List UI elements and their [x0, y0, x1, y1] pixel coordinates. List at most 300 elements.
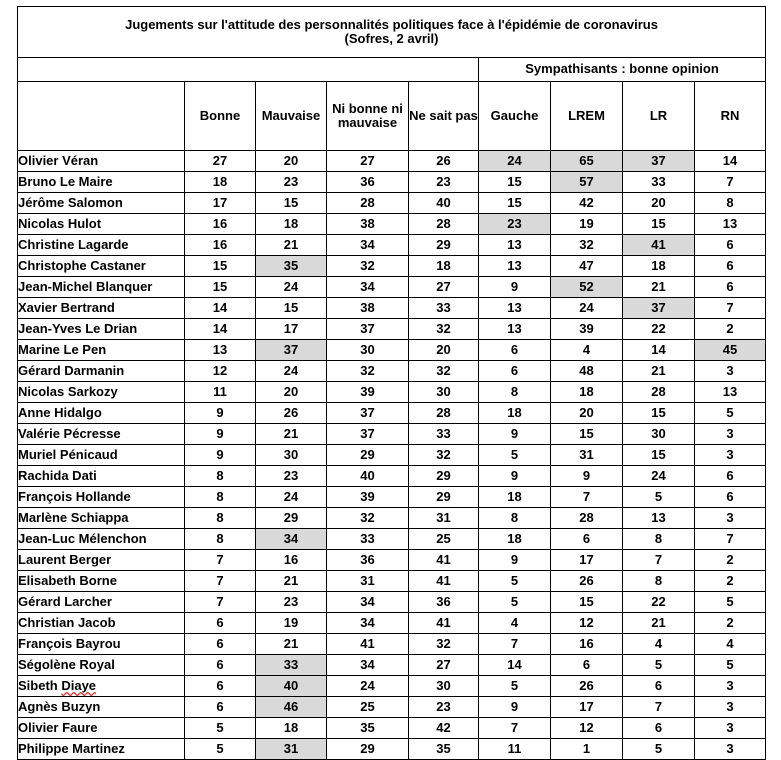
table-cell: 6 [185, 634, 256, 655]
table-cell: 5 [695, 592, 766, 613]
table-row [18, 697, 766, 718]
row-name-cell: Ségolène Royal [18, 655, 185, 676]
table-cell: 36 [327, 172, 409, 193]
table-cell: 7 [479, 634, 551, 655]
table-cell: 24 [256, 487, 327, 508]
column-header-lr: LR [623, 82, 695, 151]
table-cell: 21 [256, 634, 327, 655]
column-header-row [18, 82, 766, 151]
row-name-cell: Jérôme Salomon [18, 193, 185, 214]
table-cell: 38 [327, 298, 409, 319]
table-cell: 37 [327, 403, 409, 424]
table-cell: 24 [623, 466, 695, 487]
table-cell: 29 [409, 487, 479, 508]
table-cell: 33 [256, 655, 327, 676]
table-cell: 34 [256, 529, 327, 550]
table-cell: 29 [256, 508, 327, 529]
table-row [18, 592, 766, 613]
table-row [18, 403, 766, 424]
table-title [18, 7, 766, 58]
table-cell: 28 [409, 214, 479, 235]
table-cell: 3 [695, 445, 766, 466]
table-cell: 6 [695, 466, 766, 487]
table-cell: 20 [409, 340, 479, 361]
table-cell: 33 [623, 172, 695, 193]
table-cell: 29 [327, 739, 409, 760]
table-cell: 48 [551, 361, 623, 382]
table-cell: 41 [623, 235, 695, 256]
table-row [18, 235, 766, 256]
table-cell: 6 [185, 613, 256, 634]
table-row [18, 529, 766, 550]
table-cell: 38 [327, 214, 409, 235]
table-cell: 30 [623, 424, 695, 445]
table-cell: 34 [327, 592, 409, 613]
table-cell: 24 [479, 151, 551, 172]
table-cell: 20 [551, 403, 623, 424]
table-cell: 15 [623, 403, 695, 424]
table-cell: 24 [256, 361, 327, 382]
table-row [18, 214, 766, 235]
row-name-cell: Christophe Castaner [18, 256, 185, 277]
table-cell: 35 [256, 256, 327, 277]
table-cell: 21 [623, 613, 695, 634]
table-cell: 18 [185, 172, 256, 193]
table-cell: 20 [256, 382, 327, 403]
row-name-cell: Nicolas Hulot [18, 214, 185, 235]
table-cell: 41 [409, 550, 479, 571]
table-cell: 9 [185, 445, 256, 466]
table-cell: 40 [327, 466, 409, 487]
table-cell: 3 [695, 718, 766, 739]
table-row [18, 151, 766, 172]
table-cell: 35 [327, 718, 409, 739]
table-cell: 8 [623, 529, 695, 550]
table-cell: 27 [409, 277, 479, 298]
table-cell: 11 [479, 739, 551, 760]
table-cell: 23 [409, 172, 479, 193]
table-cell: 33 [327, 529, 409, 550]
column-header-name [18, 82, 185, 151]
table-cell: 15 [623, 214, 695, 235]
row-name-cell: Olivier Faure [18, 718, 185, 739]
table-row [18, 718, 766, 739]
table-cell: 37 [327, 424, 409, 445]
table-cell: 14 [185, 319, 256, 340]
table-cell: 41 [327, 634, 409, 655]
table-cell: 32 [409, 361, 479, 382]
table-cell: 57 [551, 172, 623, 193]
table-cell: 19 [256, 613, 327, 634]
column-header-bonne: Bonne [185, 82, 256, 151]
table-cell: 8 [185, 487, 256, 508]
table-cell: 13 [695, 214, 766, 235]
table-cell: 7 [551, 487, 623, 508]
table-cell: 21 [256, 571, 327, 592]
table-cell: 17 [185, 193, 256, 214]
table-cell: 25 [327, 697, 409, 718]
table-cell: 32 [409, 445, 479, 466]
row-name-cell: Anne Hidalgo [18, 403, 185, 424]
table-cell: 26 [551, 676, 623, 697]
row-name-cell: Bruno Le Maire [18, 172, 185, 193]
table-cell: 31 [327, 571, 409, 592]
table-cell: 33 [409, 424, 479, 445]
table-cell: 8 [695, 193, 766, 214]
table-cell: 13 [479, 298, 551, 319]
row-name-cell: Olivier Véran [18, 151, 185, 172]
table-cell: 3 [695, 424, 766, 445]
table-cell: 5 [695, 403, 766, 424]
table-cell: 9 [479, 424, 551, 445]
table-cell: 21 [623, 361, 695, 382]
table-row [18, 613, 766, 634]
table-cell: 42 [409, 718, 479, 739]
table-cell: 18 [479, 487, 551, 508]
table-row [18, 340, 766, 361]
row-name-cell: Elisabeth Borne [18, 571, 185, 592]
table-cell: 17 [551, 550, 623, 571]
table-row [18, 508, 766, 529]
table-cell: 15 [479, 193, 551, 214]
table-cell: 7 [695, 298, 766, 319]
table-cell: 30 [409, 676, 479, 697]
table-title-line2: (Sofres, 2 avril) [344, 31, 439, 46]
table-cell: 41 [409, 613, 479, 634]
table-cell: 32 [327, 508, 409, 529]
table-cell: 6 [695, 487, 766, 508]
row-name-cell: Gérard Darmanin [18, 361, 185, 382]
table-cell: 19 [551, 214, 623, 235]
table-cell: 15 [185, 277, 256, 298]
table-cell: 5 [185, 739, 256, 760]
table-cell: 14 [479, 655, 551, 676]
table-cell: 30 [409, 382, 479, 403]
table-cell: 5 [185, 718, 256, 739]
table-cell: 18 [409, 256, 479, 277]
table-cell: 9 [479, 550, 551, 571]
table-row [18, 319, 766, 340]
table-cell: 23 [256, 592, 327, 613]
title-row [18, 7, 766, 58]
table-cell: 8 [185, 508, 256, 529]
table-cell: 9 [551, 466, 623, 487]
table-cell: 5 [479, 445, 551, 466]
table-header [18, 7, 766, 151]
row-name-cell: Agnès Buzyn [18, 697, 185, 718]
table-cell: 22 [623, 592, 695, 613]
table-cell: 7 [623, 697, 695, 718]
table-cell: 30 [327, 340, 409, 361]
table-cell: 39 [551, 319, 623, 340]
column-header-ni-bonne-ni-mauvaise: Ni bonne ni mauvaise [327, 82, 409, 151]
table-cell: 16 [256, 550, 327, 571]
table-cell: 11 [185, 382, 256, 403]
poll-table [17, 6, 766, 760]
table-cell: 26 [256, 403, 327, 424]
table-cell: 40 [256, 676, 327, 697]
table-cell: 4 [479, 613, 551, 634]
table-row [18, 487, 766, 508]
table-cell: 5 [623, 655, 695, 676]
table-cell: 27 [327, 151, 409, 172]
table-row [18, 298, 766, 319]
table-cell: 7 [695, 529, 766, 550]
table-cell: 6 [623, 676, 695, 697]
table-cell: 34 [327, 613, 409, 634]
table-cell: 65 [551, 151, 623, 172]
table-row [18, 739, 766, 760]
table-cell: 13 [479, 319, 551, 340]
table-row [18, 172, 766, 193]
table-cell: 7 [185, 571, 256, 592]
table-row [18, 424, 766, 445]
table-cell: 24 [551, 298, 623, 319]
table-row [18, 655, 766, 676]
table-cell: 18 [256, 214, 327, 235]
row-name-cell: Philippe Martinez [18, 739, 185, 760]
table-cell: 1 [551, 739, 623, 760]
column-header-rn: RN [695, 82, 766, 151]
table-row [18, 466, 766, 487]
table-cell: 2 [695, 550, 766, 571]
table-cell: 40 [409, 193, 479, 214]
table-cell: 23 [479, 214, 551, 235]
table-cell: 8 [623, 571, 695, 592]
table-cell: 14 [695, 151, 766, 172]
table-cell: 15 [185, 256, 256, 277]
row-name-cell: Nicolas Sarkozy [18, 382, 185, 403]
table-cell: 9 [185, 403, 256, 424]
table-cell: 13 [479, 256, 551, 277]
table-cell: 37 [623, 298, 695, 319]
table-cell: 15 [551, 424, 623, 445]
table-cell: 27 [185, 151, 256, 172]
table-cell: 3 [695, 508, 766, 529]
table-cell: 21 [256, 424, 327, 445]
table-cell: 45 [695, 340, 766, 361]
table-cell: 6 [551, 529, 623, 550]
table-cell: 28 [551, 508, 623, 529]
table-cell: 37 [256, 340, 327, 361]
table-cell: 16 [185, 214, 256, 235]
table-cell: 7 [479, 718, 551, 739]
table-row [18, 676, 766, 697]
table-cell: 7 [185, 550, 256, 571]
table-cell: 8 [185, 466, 256, 487]
table-cell: 21 [256, 235, 327, 256]
table-cell: 52 [551, 277, 623, 298]
table-cell: 3 [695, 697, 766, 718]
table-cell: 37 [327, 319, 409, 340]
table-cell: 25 [409, 529, 479, 550]
table-cell: 18 [256, 718, 327, 739]
row-name-cell: Christine Lagarde [18, 235, 185, 256]
table-row [18, 634, 766, 655]
table-cell: 6 [479, 340, 551, 361]
table-cell: 8 [479, 382, 551, 403]
table-cell: 35 [409, 739, 479, 760]
table-cell: 6 [551, 655, 623, 676]
table-cell: 4 [695, 634, 766, 655]
row-name-cell: Jean-Michel Blanquer [18, 277, 185, 298]
row-name-cell: Muriel Pénicaud [18, 445, 185, 466]
table-cell: 3 [695, 676, 766, 697]
table-cell: 18 [479, 529, 551, 550]
table-cell: 15 [623, 445, 695, 466]
table-row [18, 382, 766, 403]
table-cell: 22 [623, 319, 695, 340]
table-cell: 24 [256, 277, 327, 298]
table-cell: 15 [551, 592, 623, 613]
table-cell: 6 [185, 676, 256, 697]
row-name-cell: Laurent Berger [18, 550, 185, 571]
table-cell: 6 [185, 655, 256, 676]
table-cell: 39 [327, 382, 409, 403]
column-header-mauvaise: Mauvaise [256, 82, 327, 151]
table-row [18, 277, 766, 298]
table-cell: 5 [695, 655, 766, 676]
row-name-cell: Marine Le Pen [18, 340, 185, 361]
table-cell: 36 [327, 550, 409, 571]
row-name-cell: Christian Jacob [18, 613, 185, 634]
table-cell: 5 [479, 676, 551, 697]
table-cell: 26 [409, 151, 479, 172]
row-name-cell: Jean-Luc Mélenchon [18, 529, 185, 550]
table-cell: 41 [409, 571, 479, 592]
table-cell: 36 [409, 592, 479, 613]
table-cell: 9 [185, 424, 256, 445]
table-cell: 7 [185, 592, 256, 613]
column-header-gauche: Gauche [479, 82, 551, 151]
table-cell: 5 [479, 592, 551, 613]
table-cell: 29 [409, 466, 479, 487]
table-cell: 3 [695, 739, 766, 760]
table-cell: 7 [623, 550, 695, 571]
table-cell: 20 [256, 151, 327, 172]
table-cell: 32 [327, 256, 409, 277]
table-cell: 21 [623, 277, 695, 298]
table-cell: 23 [256, 466, 327, 487]
table-body [18, 151, 766, 760]
table-cell: 13 [479, 235, 551, 256]
table-cell: 23 [409, 697, 479, 718]
table-cell: 47 [551, 256, 623, 277]
table-cell: 5 [479, 571, 551, 592]
table-cell: 4 [623, 634, 695, 655]
table-cell: 9 [479, 697, 551, 718]
table-cell: 39 [327, 487, 409, 508]
table-cell: 18 [623, 256, 695, 277]
row-name-cell: Jean-Yves Le Drian [18, 319, 185, 340]
table-cell: 31 [409, 508, 479, 529]
table-cell: 15 [479, 172, 551, 193]
group-header-blank [18, 58, 479, 82]
row-name-cell: Xavier Bertrand [18, 298, 185, 319]
table-cell: 32 [551, 235, 623, 256]
table-cell: 28 [623, 382, 695, 403]
table-row [18, 550, 766, 571]
poll-table-container [17, 6, 765, 760]
table-cell: 37 [623, 151, 695, 172]
table-cell: 23 [256, 172, 327, 193]
table-row [18, 571, 766, 592]
table-cell: 5 [623, 739, 695, 760]
table-cell: 6 [695, 277, 766, 298]
table-cell: 13 [695, 382, 766, 403]
table-cell: 20 [623, 193, 695, 214]
table-cell: 31 [256, 739, 327, 760]
table-cell: 18 [479, 403, 551, 424]
table-cell: 6 [185, 697, 256, 718]
group-header-row [18, 58, 766, 82]
table-cell: 27 [409, 655, 479, 676]
table-cell: 13 [623, 508, 695, 529]
row-name-cell: Sibeth Diaye [18, 676, 185, 697]
table-cell: 18 [551, 382, 623, 403]
table-cell: 2 [695, 613, 766, 634]
group-header-sympathisants: Sympathisants : bonne opinion [479, 58, 766, 82]
table-cell: 6 [479, 361, 551, 382]
table-cell: 17 [256, 319, 327, 340]
row-name-cell: Gérard Larcher [18, 592, 185, 613]
table-cell: 6 [623, 718, 695, 739]
table-row [18, 256, 766, 277]
table-cell: 28 [409, 403, 479, 424]
table-cell: 12 [185, 361, 256, 382]
row-name-cell: Marlène Schiappa [18, 508, 185, 529]
table-cell: 26 [551, 571, 623, 592]
table-cell: 16 [185, 235, 256, 256]
table-cell: 32 [327, 361, 409, 382]
table-cell: 6 [695, 235, 766, 256]
table-cell: 12 [551, 718, 623, 739]
table-cell: 9 [479, 466, 551, 487]
table-cell: 6 [695, 256, 766, 277]
table-cell: 2 [695, 319, 766, 340]
table-cell: 15 [256, 193, 327, 214]
column-header-ne-sait-pas: Ne sait pas [409, 82, 479, 151]
column-header-lrem: LREM [551, 82, 623, 151]
table-cell: 2 [695, 571, 766, 592]
table-cell: 9 [479, 277, 551, 298]
table-cell: 7 [695, 172, 766, 193]
table-cell: 29 [409, 235, 479, 256]
table-cell: 32 [409, 319, 479, 340]
table-cell: 34 [327, 277, 409, 298]
row-name-cell: François Bayrou [18, 634, 185, 655]
table-cell: 8 [185, 529, 256, 550]
spellcheck-underlined-word: Diaye [61, 677, 97, 693]
table-cell: 8 [479, 508, 551, 529]
table-cell: 4 [551, 340, 623, 361]
row-name-cell: François Hollande [18, 487, 185, 508]
table-cell: 14 [623, 340, 695, 361]
table-cell: 5 [623, 487, 695, 508]
row-name-cell: Rachida Dati [18, 466, 185, 487]
table-cell: 42 [551, 193, 623, 214]
table-title-line1: Jugements sur l'attitude des personnalités politiques face à l'épidémie de coronavirus [125, 16, 658, 32]
table-cell: 13 [185, 340, 256, 361]
table-cell: 24 [327, 676, 409, 697]
table-row [18, 193, 766, 214]
table-cell: 46 [256, 697, 327, 718]
table-cell: 12 [551, 613, 623, 634]
table-cell: 14 [185, 298, 256, 319]
row-name-cell: Valérie Pécresse [18, 424, 185, 445]
table-row [18, 445, 766, 466]
table-cell: 28 [327, 193, 409, 214]
